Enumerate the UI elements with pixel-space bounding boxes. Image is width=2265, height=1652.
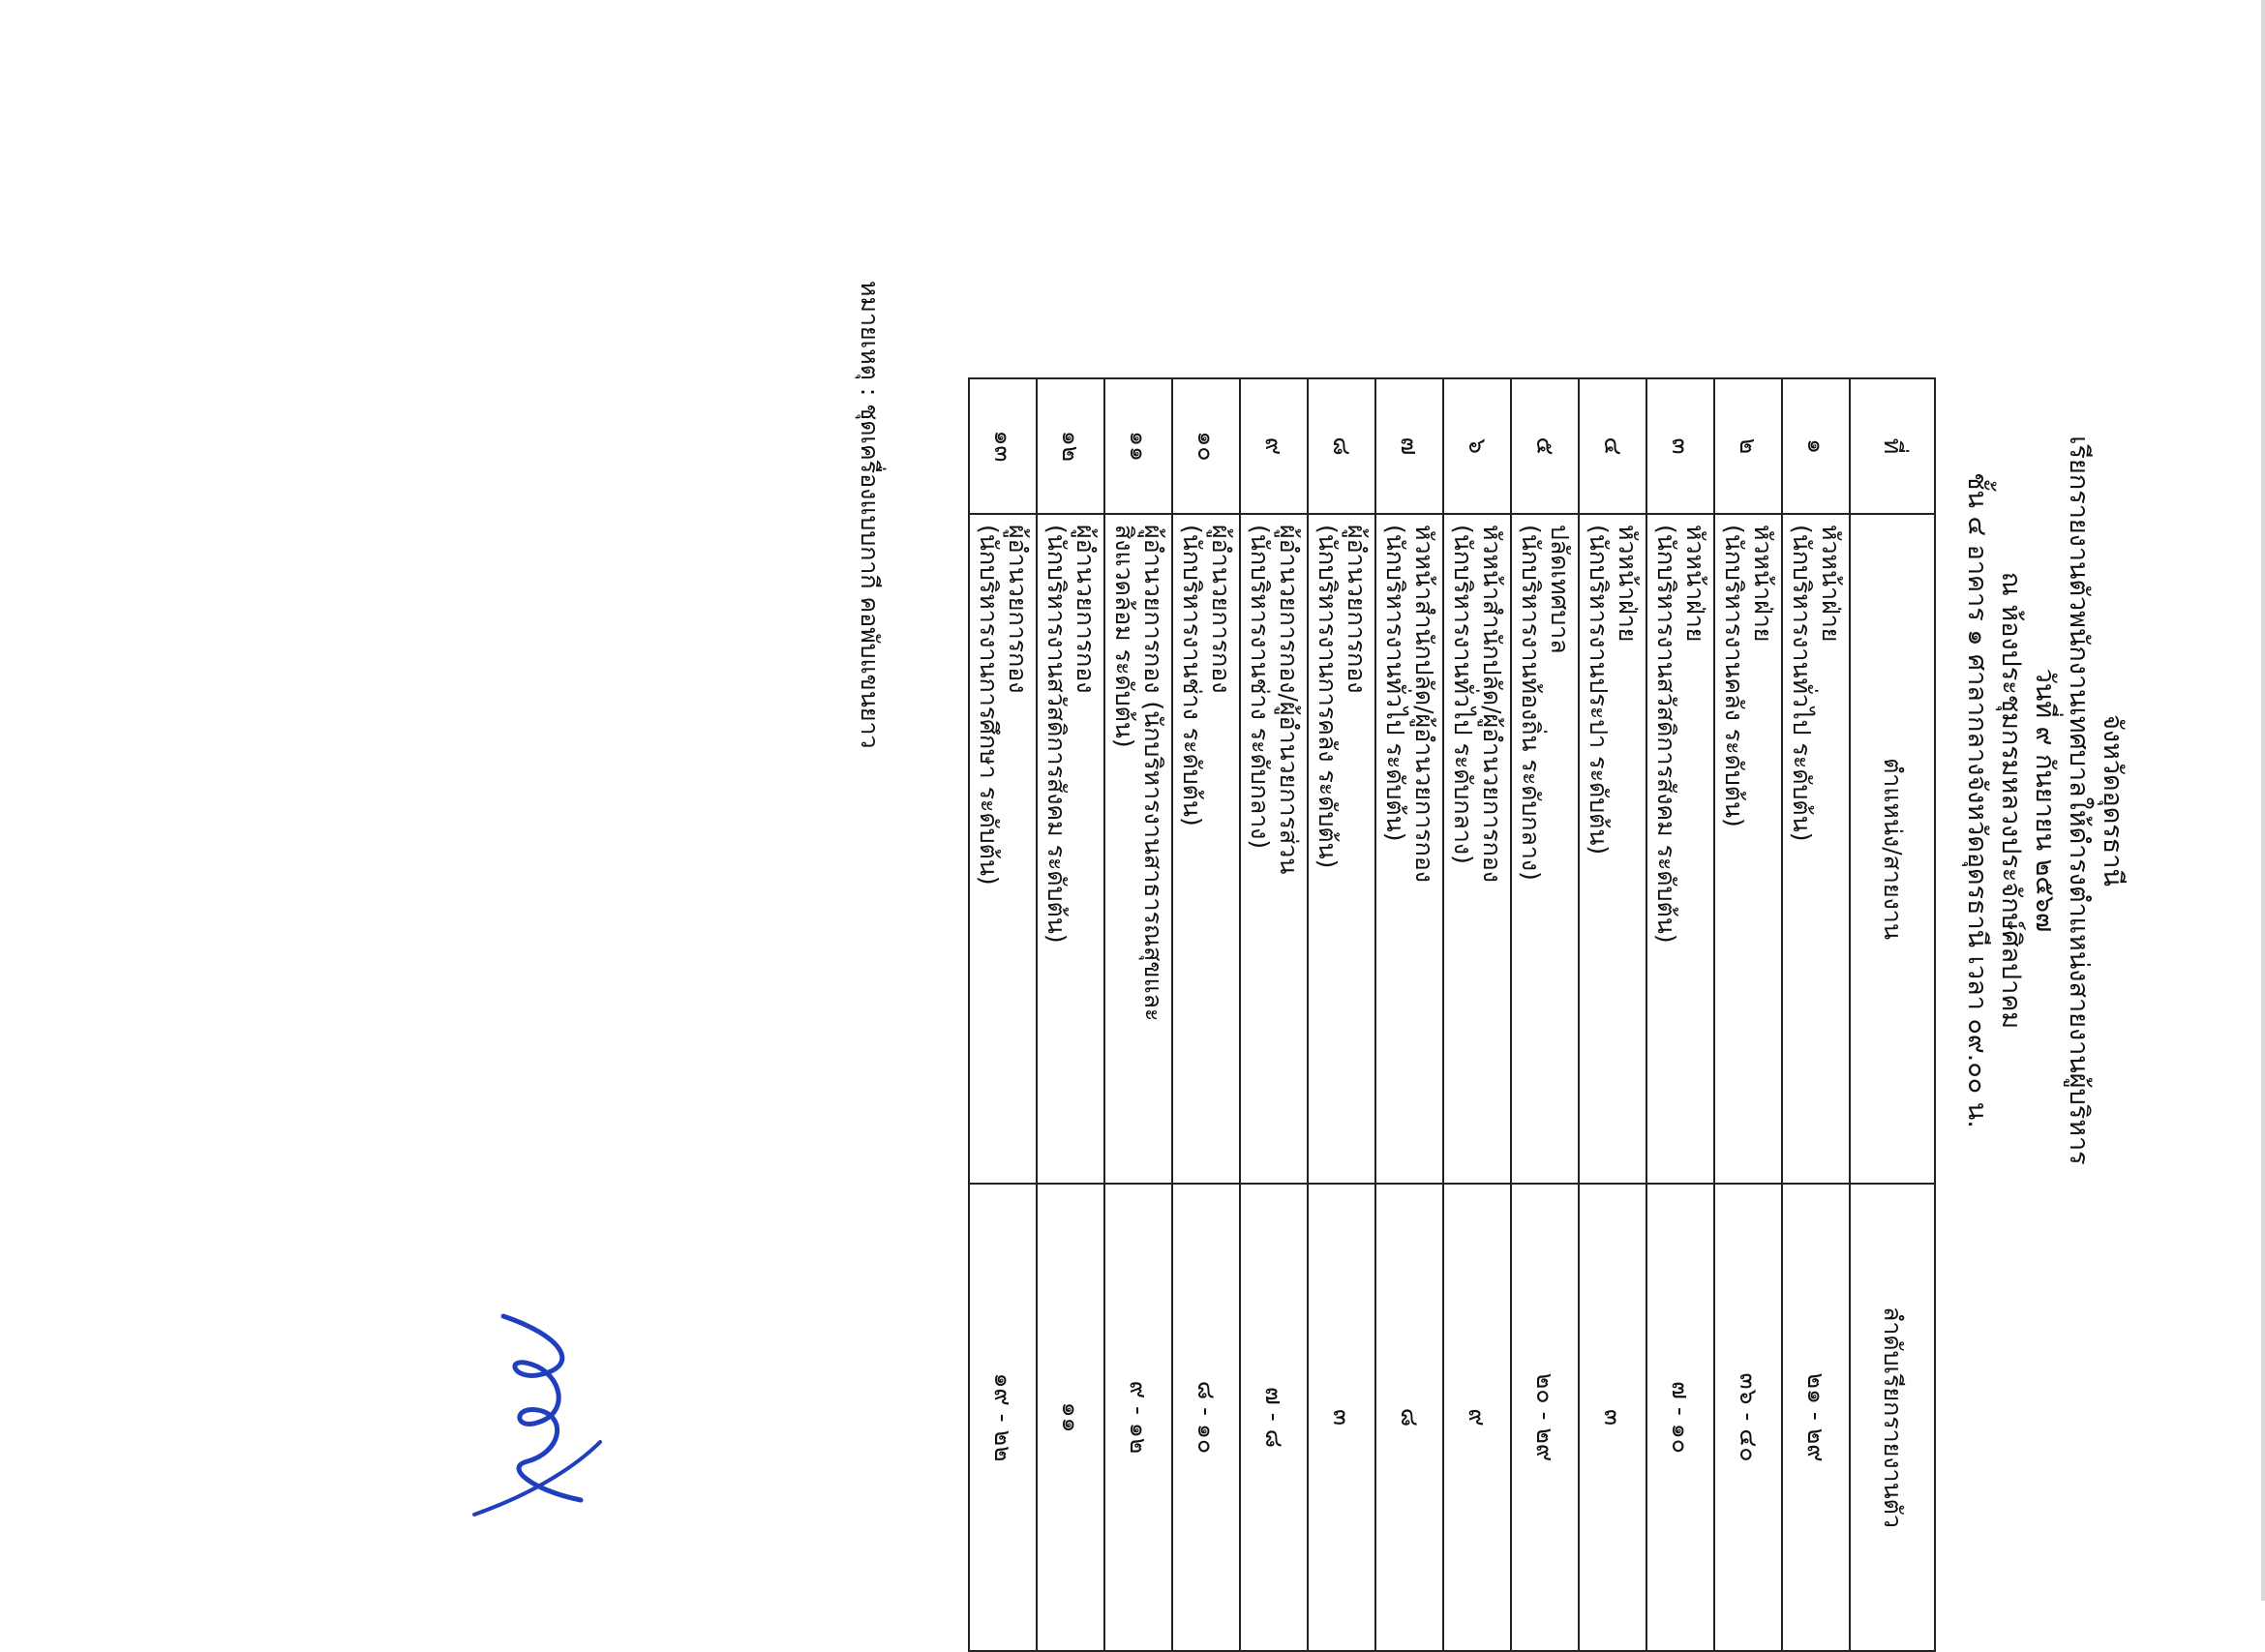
header-date: วันที่ ๙ กันยายน ๒๕๖๗ [2029, 668, 2060, 933]
header-order: ลำดับเรียกรายงานตัว [1850, 1184, 1935, 1651]
row-position: ปลัดเทศบาล (นักบริหารงานท้องถิ่น ระดับกลาง) [1511, 514, 1579, 1184]
signature-image [465, 1297, 619, 1529]
table-row [1511, 378, 1579, 1651]
row-no: ๓ [1646, 378, 1714, 514]
row-position: หัวหน้าสำนักปลัด/ผู้อำนวยการกอง (นักบริหารงานทั่วไป ระดับกลาง) [1443, 514, 1511, 1184]
header-location-time: ชั้น ๔ อาคาร ๑ ศาลากลางจังหวัดอุดรธานี เวลา ๐๙.๐๐ น. [1961, 472, 1992, 1128]
header-venue: ณ ห้องประชุมกรมหลวงประจักษ์ศิลปาคม [1995, 571, 2026, 1030]
table-row [1308, 378, 1375, 1651]
table-row [1240, 378, 1308, 1651]
row-order: ๘ [1375, 1184, 1443, 1651]
row-no: ๑๑ [1104, 378, 1172, 514]
row-order: ๙ [1443, 1184, 1511, 1651]
row-order: ๒๑ - ๒๙ [1782, 1184, 1850, 1651]
table-row [1646, 378, 1714, 1651]
row-order: ๑๙ - ๒๒ [969, 1184, 1037, 1651]
row-order: ๘ - ๑๐ [1172, 1184, 1240, 1651]
row-no: ๔ [1579, 378, 1646, 514]
table-row [969, 378, 1037, 1651]
row-no: ๑ [1782, 378, 1850, 514]
row-position: ผู้อำนวยการกอง (นักบริหารงานสาธารณสุขและ สิ่งแวดล้อม ระดับต้น) [1104, 514, 1172, 1184]
row-position: หัวหน้าฝ่าย (นักบริหารงานทั่วไป ระดับต้น) [1782, 514, 1850, 1184]
table-row [1714, 378, 1782, 1651]
row-no: ๕ [1511, 378, 1579, 514]
row-position: หัวหน้าฝ่าย (นักบริหารงานประปา ระดับต้น) [1579, 514, 1646, 1184]
table-row [1579, 378, 1646, 1651]
header-title: เรียกรายงานตัวพนักงานเทศบาลให้ดำรงตำแหน่งสายงานผู้บริหาร [2063, 436, 2094, 1165]
row-position: ผู้อำนวยการกอง (นักบริหารงานสวัสดิการสังคม ระดับต้น) [1037, 514, 1104, 1184]
row-no: ๗ [1375, 378, 1443, 514]
row-order: ๑๑ [1037, 1184, 1104, 1651]
table-row [1443, 378, 1511, 1651]
row-order: ๓ [1579, 1184, 1646, 1651]
table-row [1104, 378, 1172, 1651]
row-position: หัวหน้าสำนักปลัด/ผู้อำนวยการกอง (นักบริหารงานทั่วไป ระดับต้น) [1375, 514, 1443, 1184]
remark-note: หมายเหตุ : ชุดเครื่องแบบกากี คอพับแขนยาว [856, 281, 884, 749]
row-no: ๖ [1443, 378, 1511, 514]
row-order: ๙ - ๑๒ [1104, 1184, 1172, 1651]
row-order: ๓ [1308, 1184, 1375, 1651]
schedule-table [968, 377, 1936, 1652]
row-order: ๓๖ - ๔๐ [1714, 1184, 1782, 1651]
row-position: หัวหน้าฝ่าย (นักบริหารงานคลัง ระดับต้น) [1714, 514, 1782, 1184]
document-header [1960, 0, 2129, 1601]
row-no: ๙ [1240, 378, 1308, 514]
row-order: ๒๐ - ๒๙ [1511, 1184, 1579, 1651]
row-order: ๗ - ๑๐ [1646, 1184, 1714, 1651]
row-no: ๑๐ [1172, 378, 1240, 514]
row-position: ผู้อำนวยการกอง (นักบริหารงานช่าง ระดับต้น) [1172, 514, 1240, 1184]
table-row [1782, 378, 1850, 1651]
row-no: ๒ [1714, 378, 1782, 514]
row-position: ผู้อำนวยการกอง (นักบริหารงานการคลัง ระดับต้น) [1308, 514, 1375, 1184]
scan-edge [2261, 0, 2265, 1601]
table-row [1375, 378, 1443, 1651]
row-position: ผู้อำนวยการกอง (นักบริหารงานการศึกษา ระดับต้น) [969, 514, 1037, 1184]
row-position: ผู้อำนวยการกอง/ผู้อำนวยการส่วน (นักบริหารงานช่าง ระดับกลาง) [1240, 514, 1308, 1184]
table-row [1037, 378, 1104, 1651]
table-row [1172, 378, 1240, 1651]
header-province: จังหวัดอุดรธานี [2098, 714, 2128, 886]
header-no: ที่ [1850, 378, 1935, 514]
row-no: ๑๒ [1037, 378, 1104, 514]
row-no: ๑๓ [969, 378, 1037, 514]
table-header-row [1850, 378, 1935, 1651]
row-position: หัวหน้าฝ่าย (นักบริหารงานสวัสดิการสังคม ระดับต้น) [1646, 514, 1714, 1184]
header-position: ตำแหน่ง/สายงาน [1850, 514, 1935, 1184]
row-order: ๗ - ๘ [1240, 1184, 1308, 1651]
row-no: ๘ [1308, 378, 1375, 514]
